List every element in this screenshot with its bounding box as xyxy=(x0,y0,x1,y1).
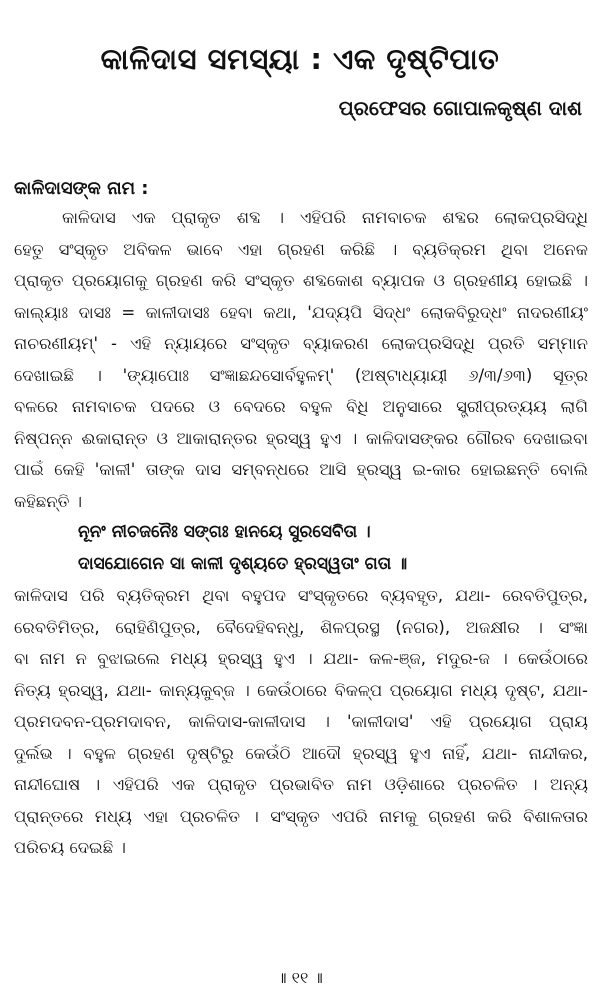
text-line: ବଳରେ ନାମବାଚକ ପଦରେ ଓ ବେଦରେ ବହୁଳ ବିଧି ଅନୁସାରେ ସ୍ତ୍ରୀପ୍ରତ୍ୟୟ ଲାଗି xyxy=(14,397,588,416)
text-line: ହେତୁ ସଂସ୍କୃତ ଅବିକଳ ଭାବେ ଏହା ଗ୍ରହଣ କରିଛି । ବ୍ୟତିକ୍ରମ ଥିବା ଅନେକ xyxy=(14,239,588,259)
author-name: ପ୍ରଫେସର ଗୋପାଳକୃଷ୍ଣ ଦାଶ xyxy=(338,96,582,120)
article-title: କାଳିଦାସ ସମସ୍ୟା : ଏକ ଦୃଷ୍ଟିପାତ xyxy=(100,42,500,76)
text-line: କାଲ୍ୟାଃ ଦାସଃ = କାଳୀଦାସଃ ହେବା କଥା, 'ଯଦ୍ୟପି ସିଦ୍ଧଂ ଲୋକବିରୁଦ୍ଧଂ ନାଦରଣୀୟଂ xyxy=(14,302,588,322)
text-line: କହିଛନ୍ତି । xyxy=(14,491,83,511)
text-line: ଦୁର୍ଲଭ । ବହୁଳ ଗ୍ରହଣ ଦୃଷ୍ଟିରୁ କେଉଁଠି ଆଦୌ ହ୍ରସ୍ୱ ହୁଏ ନାହିଁ, ଯଥା- ନାନ୍ଦୀକର, xyxy=(14,743,588,763)
paragraph-2 xyxy=(14,580,588,864)
page-number: ॥ ୧୧ ॥ xyxy=(277,968,323,987)
text-line: ପରିଚୟ ଦେଇଛି । xyxy=(14,838,126,857)
article-body xyxy=(14,202,588,864)
text-line: ବା ନାମ ନ ବୁଝାଇଲେ ମଧ୍ୟ ହ୍ରସ୍ୱ ହୁଏ । ଯଥା- କଳ-ଞ୍ଜ, ମଦୁର-ଜ । କେଉଁଠାରେ xyxy=(14,649,588,668)
text-line: ପ୍ରାନ୍ତରେ ମଧ୍ୟ ଏହା ପ୍ରଚଳିତ । ସଂସ୍କୃତ ଏପରି ନାମକୁ ଗ୍ରହଣ କରି ବିଶାଳତାର xyxy=(14,806,588,826)
text-line: ପ୍ରମଦବନ-ପ୍ରମଦାବନ, କାଳିଦାସ-କାଳୀଦାସ । 'କାଳୀଦାସ' ଏହି ପ୍ରୟୋଗ ପ୍ରାୟ xyxy=(14,712,588,731)
text-line: ଦେଖାଇଛି । 'ଙ୍ୟାପୋଃ ସଂଜ୍ଞାଛନ୍ଦସୋର୍ବହୁଳମ୍' (ଅଷ୍ଟାଧ୍ୟାୟୀ ୬/୩/୬୩) ସୂତ୍ର xyxy=(14,365,588,385)
text-line: କାଳିଦାସ ପରି ବ୍ୟତିକ୍ରମ ଥିବା ବହୁପଦ ସଂସ୍କୃତରେ ବ୍ୟବହୃତ, ଯଥା- ରେବତିପୁତ୍ର, xyxy=(14,586,588,605)
paragraph-1 xyxy=(14,202,588,517)
text-line: ନାନ୍ଦୀଘୋଷ । ଏହିପରି ଏକ ପ୍ରାକୃତ ପ୍ରଭାବିତ ନାମ ଓଡ଼ିଶାରେ ପ୍ରଚଳିତ । ଅନ୍ୟ xyxy=(14,775,588,794)
text-line: ପ୍ରାକୃତ ପ୍ରୟୋଗକୁ ଗ୍ରହଣ କରି ସଂସ୍କୃତ ଶବ୍ଦକୋଶ ବ୍ୟାପକ ଓ ଗ୍ରହଣୀୟ ହୋଇଛି । xyxy=(14,271,588,290)
text-line: ପାଇଁ କେହି 'କାଳୀ' ତାଙ୍କ ଦାସ ସମ୍ବନ୍ଧରେ ଆସି ହ୍ରସ୍ୱ ଇ-କାର ହୋଇଛନ୍ତି ବୋଲି xyxy=(14,460,588,479)
verse-line: ନୂନଂ ନୀଚଜନୈଃ ସଙ୍ଗଃ ହାନୟେ ସୁରସେବିତା । xyxy=(78,522,371,542)
text-line: ରେବତିମିତ୍ର, ରୋହିଣିପୁତ୍ର, ବୈଦେହିବନ୍ଧୁ, ଶିଳପ୍ରସ୍ଥ (ନଗର), ଅଜକ୍ଷୀର । ସଂଜ୍ଞା xyxy=(14,617,588,637)
text-line: ନାଚରଣୀୟମ୍' - ଏହି ନ୍ୟାୟରେ ସଂସ୍କୃତ ବ୍ୟାକରଣ ଲୋକପ୍ରସିଦ୍ଧି ପ୍ରତି ସମ୍ମାନ xyxy=(14,334,588,353)
sanskrit-verse xyxy=(14,517,588,580)
text-line: ନିଷ୍ପନ୍ନ ଈକାରାନ୍ତ ଓ ଆକାରାନ୍ତର ହ୍ରସ୍ୱ ହୁଏ । କାଳିଦାସଙ୍କର ଗୌରବ ଦେଖାଇବା xyxy=(14,428,588,448)
section-heading: କାଳିଦାସଙ୍କ ନାମ : xyxy=(14,178,149,199)
text-line: କାଳିଦାସ ଏକ ପ୍ରାକୃତ ଶବ୍ଦ । ଏହିପରି ନାମବାଚକ ଶବ୍ଦର ଲୋକପ୍ରସିଦ୍ଧି xyxy=(62,208,588,227)
verse-line: ଦାସଯୋଗେନ ସା କାଳୀ ଦୃଶ୍ୟତେ ହ୍ରସ୍ୱତାଂ ଗତା ॥ xyxy=(78,553,408,574)
text-line: ନିତ୍ୟ ହ୍ରସ୍ୱ, ଯଥା- କାନ୍ୟକୁବ୍ଜ । କେଉଁଠାରେ ବିକଳ୍ପ ପ୍ରୟୋଗ ମଧ୍ୟ ଦୃଷ୍ଟ, ଯଥା- xyxy=(14,680,588,700)
